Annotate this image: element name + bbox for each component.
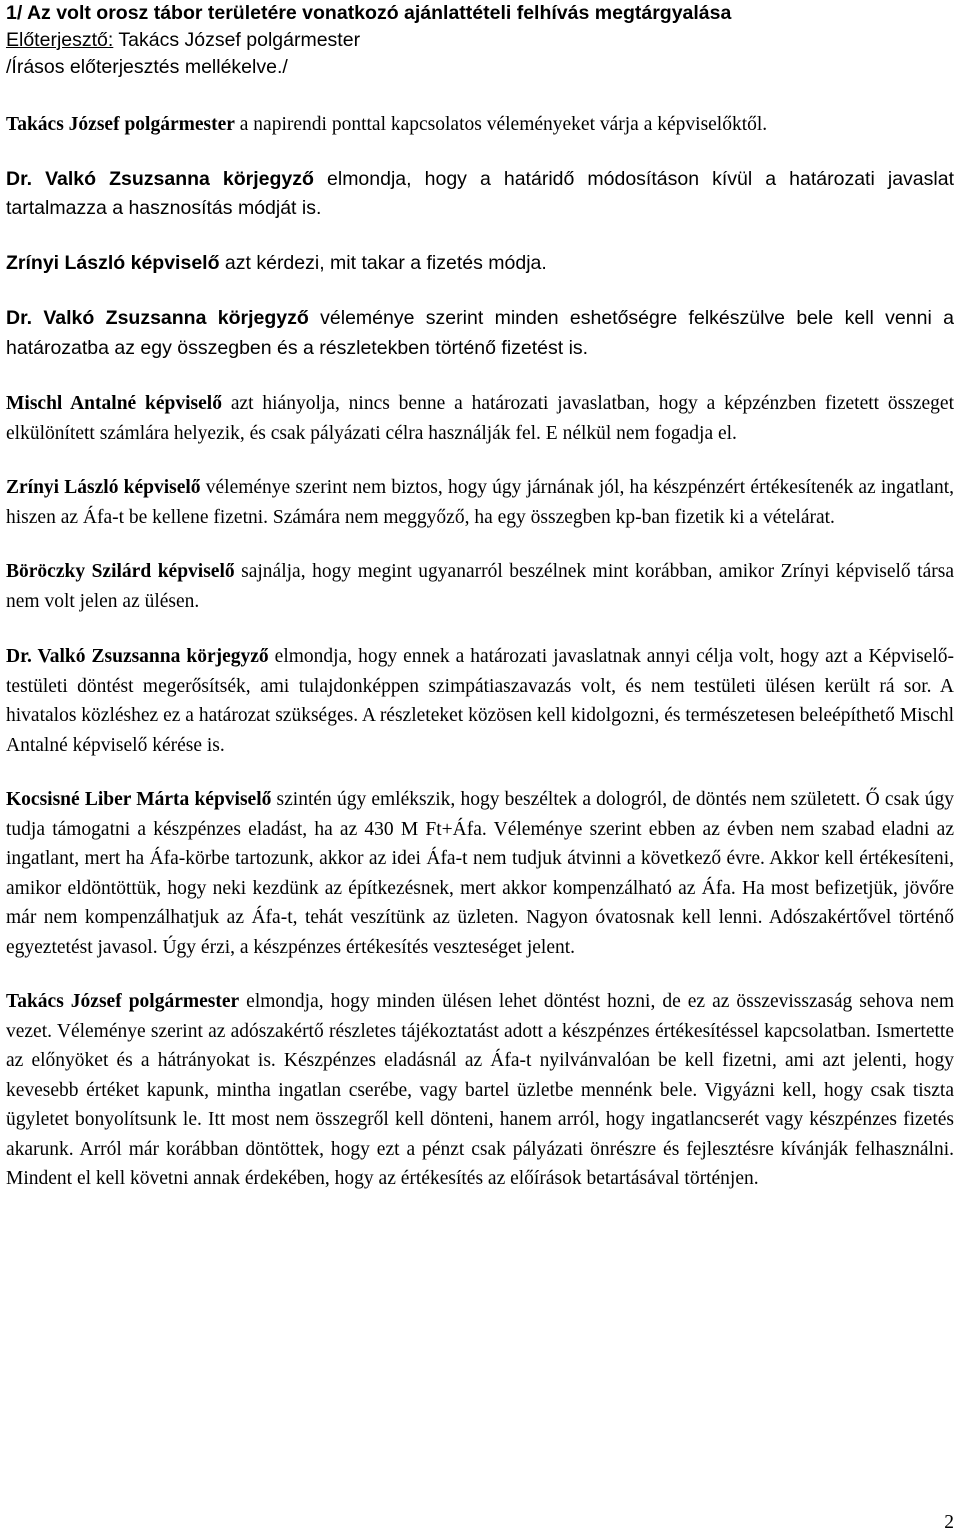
paragraph-text: azt kérdezi, mit takar a fizetés módja. (219, 251, 547, 274)
attachment-note: /Írásos előterjesztés mellékelve./ (6, 56, 288, 78)
paragraph (6, 165, 954, 224)
paragraph-text: azt hiányolja, nincs benne a határozati javaslatban, hogy a képzénzben fizetett összeget elkülönített számlára helyezik, és csak pályázati célra használják fel. E nélkül nem fogadja el. (6, 393, 954, 444)
paragraph (6, 389, 954, 448)
speaker-name: Takács József polgármester (6, 991, 240, 1012)
speaker-name: Zrínyi László képviselő (6, 251, 220, 274)
paragraph (6, 304, 954, 363)
speaker-name: Mischl Antalné képviselő (6, 393, 222, 414)
paragraph-text: elmondja, hogy minden ülésen lehet döntést hozni, de ez az összevisszaság sehova nem vezet. Véleménye szerint az adószakértő részletes tájékoztatást adott a készpénzes értékesítéssel kapcsolatban. Ismertette az előnyöket és a hátrányokat is. Készpénzes eladásnál az Áfa-t nyilvánvalóan be kell fizetni, ami azt jelenti, hogy kevesebb értéket kapunk, mintha ingatlan cserébe, vagy bartel üzletbe mennénk bele. Vigyázni kell, hogy csak tiszta ügyletet bonyolítsunk le. Itt most nem összegről kell dönteni, hanem arról, hogy ingatlancserét vagy készpénzes fizetés akarunk. Arról már korábban döntöttek, hogy ezt a pénzt csak pályázati önrészre és fejlesztésre kívánják felhasználni. Mindent el kell követni annak érdekében, hogy az értékesítés az előírások betartásával történjen. (6, 991, 954, 1189)
page-number: 2 (944, 1512, 954, 1533)
paragraph-text: sajnálja, hogy megint ugyanarról beszélnek mint korábban, amikor Zrínyi képviselő társa nem volt jelen az ülésen. (6, 561, 954, 612)
paragraph (6, 557, 954, 616)
paragraph (6, 785, 954, 962)
minutes-body (6, 110, 954, 1194)
paragraph (6, 110, 954, 140)
presenter-label: Előterjesztő: (6, 29, 114, 51)
speaker-name: Böröczky Szilárd képviselő (6, 561, 235, 582)
paragraph-text: elmondja, hogy ennek a határozati javaslatnak annyi célja volt, hogy azt a Képviselő-testületi döntést megerősítsék, ami tulajdonképpen szimpátiaszavazás volt, és nem testületi ülésen került rá sor. A hivatalos közléshez ez a határozat szükséges. A részleteket közösen kell kidolgozni, és természetesen beleépíthető Mischl Antalné képviselő kérése is. (6, 646, 955, 756)
speaker-name: Dr. Valkó Zsuzsanna körjegyző (6, 307, 309, 329)
speaker-name: Takács József polgármester (6, 114, 235, 135)
speaker-name: Dr. Valkó Zsuzsanna körjegyző (6, 167, 314, 190)
paragraph-text: véleménye szerint nem biztos, hogy úgy járnának jól, ha készpénzért értékesítenék az ingatlant, hiszen az Áfa-t be kellene fizetni. Számára nem meggyőző, ha egy összegben kp-ban fizetik ki a vételárat. (6, 477, 954, 528)
paragraph-text: véleménye szerint minden eshetőségre felkészülve bele kell venni a határozatba az egy összegben és a részletekben történő fizetést is. (6, 307, 954, 359)
paragraph-text: szintén úgy emlékszik, hogy beszéltek a dologról, de döntés nem született. Ő csak úgy tudja támogatni a készpénzes eladást, ha az 430 M Ft+Áfa. Véleménye szerint ebben az évben nem szabad eladni az ingatlant, mert ha Áfa-körbe tartozunk, akkor az idei Áfa-t nem tudjuk átvinni a következő évre. Akkor kell értékesíteni, amikor eldöntöttük, hogy neki kezdünk az építkezésnek, mert akkor kompenzálható az Áfa. Ha most befizetjük, jövőre már nem kompenzálhatjuk az Áfa-t, tehát veszítünk az üzleten. Nagyon óvatosnak kell lenni. Adószakértővel történő egyeztetést javasol. Úgy érzi, a készpénzes értékesítés veszteséget jelent. (6, 789, 954, 958)
paragraph (6, 473, 954, 532)
paragraph (6, 642, 954, 760)
document-page (6, 0, 954, 1194)
presenter-line (6, 27, 954, 54)
paragraph-text: elmondja, hogy a határidő módosításon kívül a határozati javaslat tartalmazza a hasznosítás módját is. (6, 167, 954, 219)
speaker-name: Zrínyi László képviselő (6, 477, 201, 498)
paragraph-text: a napirendi ponttal kapcsolatos véleményeket várja a képviselőktől. (234, 114, 768, 135)
speaker-name: Kocsisné Liber Márta képviselő (6, 789, 272, 810)
speaker-name: Dr. Valkó Zsuzsanna körjegyző (6, 646, 269, 667)
presenter-name: Takács József polgármester (113, 29, 361, 51)
paragraph (6, 249, 954, 279)
agenda-heading: 1/ Az volt orosz tábor területére vonatkozó ajánlattételi felhívás megtárgyalása (6, 2, 732, 24)
paragraph (6, 987, 954, 1194)
